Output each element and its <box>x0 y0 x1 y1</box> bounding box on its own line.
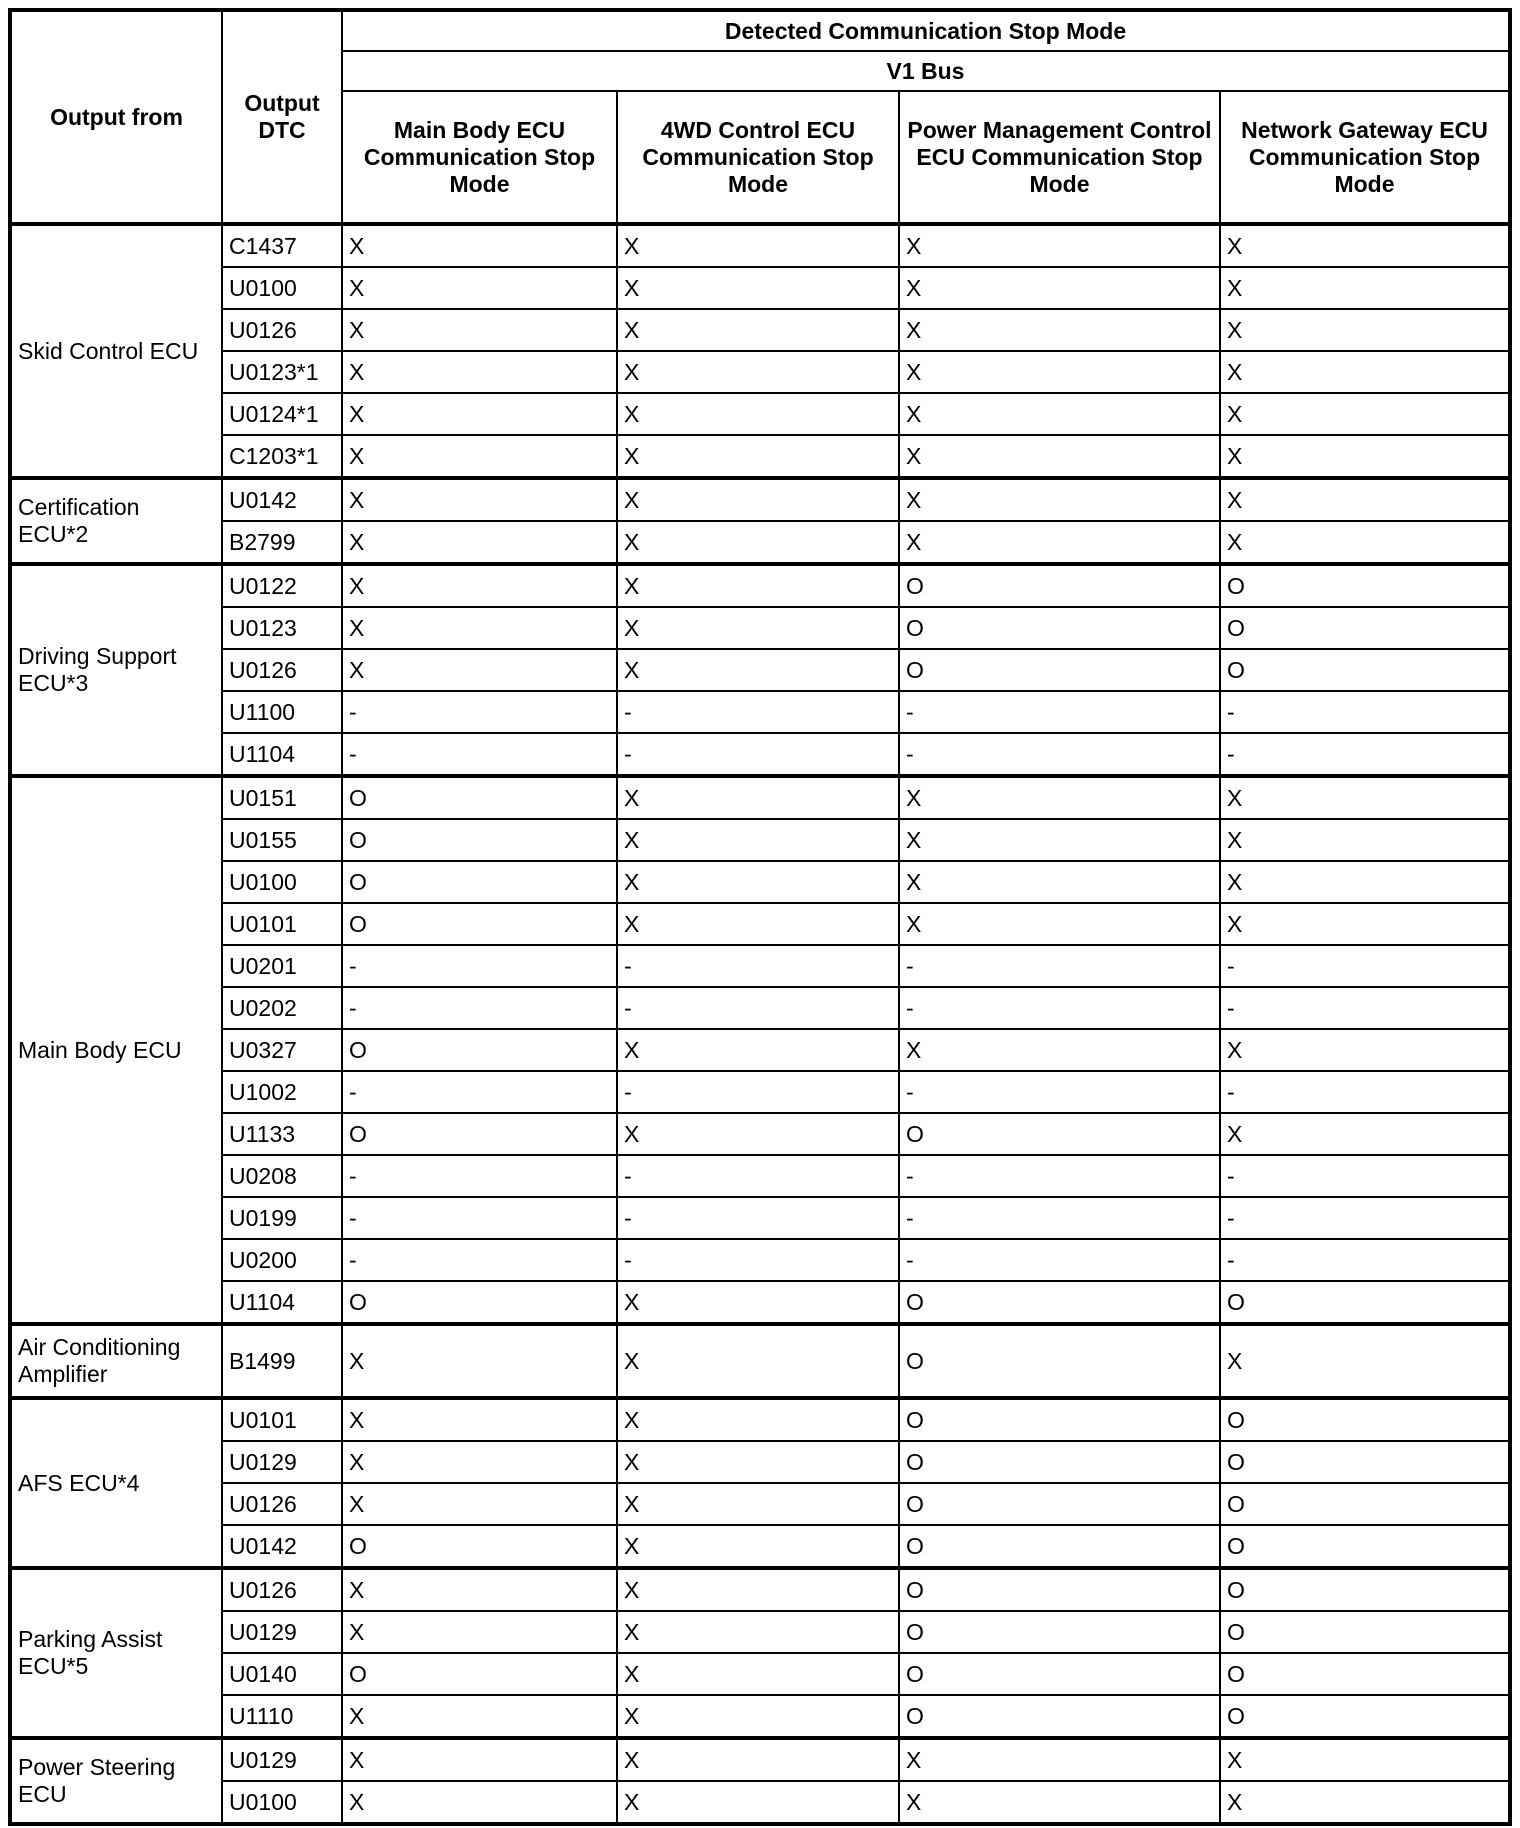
mode-cell: O <box>342 1653 617 1695</box>
mode-cell: - <box>617 1155 899 1197</box>
header-network-gateway-ecu: Network Gateway ECU Communication Stop Mode <box>1220 91 1510 224</box>
table-row <box>10 1525 1510 1568</box>
mode-cell: X <box>617 1568 899 1611</box>
mode-cell: X <box>617 776 899 819</box>
mode-cell: X <box>617 903 899 945</box>
mode-cell: X <box>617 1695 899 1738</box>
dtc-cell: U0201 <box>222 945 342 987</box>
mode-cell: X <box>342 1483 617 1525</box>
mode-cell: O <box>1220 1653 1510 1695</box>
mode-cell: O <box>1220 1525 1510 1568</box>
table-row <box>10 1483 1510 1525</box>
table-row <box>10 1071 1510 1113</box>
mode-cell: X <box>899 267 1220 309</box>
mode-cell: X <box>342 1441 617 1483</box>
output-from-cell: Skid Control ECU <box>10 224 222 478</box>
header-bus: V1 Bus <box>342 51 1510 91</box>
mode-cell: - <box>899 1071 1220 1113</box>
mode-cell: - <box>617 1197 899 1239</box>
dtc-cell: U1133 <box>222 1113 342 1155</box>
mode-cell: X <box>617 861 899 903</box>
mode-cell: X <box>1220 776 1510 819</box>
dtc-cell: U0208 <box>222 1155 342 1197</box>
mode-cell: O <box>1220 1483 1510 1525</box>
mode-cell: O <box>899 1611 1220 1653</box>
mode-cell: X <box>617 435 899 478</box>
dtc-cell: U0126 <box>222 309 342 351</box>
mode-cell: O <box>342 1113 617 1155</box>
table-row <box>10 691 1510 733</box>
mode-cell: X <box>617 1113 899 1155</box>
mode-cell: X <box>342 564 617 607</box>
table-row <box>10 861 1510 903</box>
mode-cell: O <box>899 1525 1220 1568</box>
mode-cell: O <box>899 1324 1220 1398</box>
mode-cell: X <box>342 1568 617 1611</box>
mode-cell: - <box>1220 733 1510 776</box>
dtc-cell: U0142 <box>222 478 342 521</box>
table-row <box>10 1239 1510 1281</box>
mode-cell: O <box>1220 1695 1510 1738</box>
dtc-cell: B1499 <box>222 1324 342 1398</box>
mode-cell: X <box>617 393 899 435</box>
mode-cell: - <box>899 945 1220 987</box>
dtc-communication-stop-table <box>8 8 1512 1826</box>
mode-cell: - <box>342 733 617 776</box>
mode-cell: X <box>1220 224 1510 267</box>
mode-cell: O <box>899 1653 1220 1695</box>
mode-cell: X <box>1220 435 1510 478</box>
table-row <box>10 903 1510 945</box>
mode-cell: - <box>342 1197 617 1239</box>
dtc-cell: U0140 <box>222 1653 342 1695</box>
mode-cell: - <box>1220 1155 1510 1197</box>
output-from-cell: Certification ECU*2 <box>10 478 222 564</box>
mode-cell: O <box>899 1113 1220 1155</box>
mode-cell: - <box>342 987 617 1029</box>
mode-cell: X <box>899 819 1220 861</box>
mode-cell: X <box>342 607 617 649</box>
mode-cell: O <box>342 1525 617 1568</box>
mode-cell: O <box>899 1398 1220 1441</box>
output-from-cell: Driving Support ECU*3 <box>10 564 222 776</box>
mode-cell: - <box>899 1155 1220 1197</box>
dtc-cell: U0126 <box>222 1568 342 1611</box>
header-detected-mode: Detected Communication Stop Mode <box>342 10 1510 51</box>
header-output-from: Output from <box>10 10 222 224</box>
mode-cell: X <box>342 351 617 393</box>
table-row <box>10 435 1510 478</box>
dtc-cell: U0126 <box>222 1483 342 1525</box>
mode-cell: X <box>899 309 1220 351</box>
mode-cell: X <box>617 224 899 267</box>
mode-cell: X <box>1220 861 1510 903</box>
table-row <box>10 1113 1510 1155</box>
mode-cell: X <box>899 1781 1220 1824</box>
mode-cell: X <box>1220 309 1510 351</box>
mode-cell: X <box>617 478 899 521</box>
table-row <box>10 309 1510 351</box>
mode-cell: X <box>1220 1029 1510 1071</box>
dtc-cell: U1002 <box>222 1071 342 1113</box>
mode-cell: X <box>617 1398 899 1441</box>
mode-cell: X <box>342 1695 617 1738</box>
mode-cell: - <box>342 1239 617 1281</box>
mode-cell: - <box>1220 691 1510 733</box>
output-from-cell: Air Conditioning Amplifier <box>10 1324 222 1398</box>
dtc-cell: U0129 <box>222 1441 342 1483</box>
mode-cell: O <box>899 564 1220 607</box>
mode-cell: X <box>1220 1324 1510 1398</box>
dtc-cell: U0101 <box>222 903 342 945</box>
dtc-cell: C1437 <box>222 224 342 267</box>
dtc-cell: U0142 <box>222 1525 342 1568</box>
mode-cell: - <box>899 733 1220 776</box>
dtc-cell: U1110 <box>222 1695 342 1738</box>
dtc-cell: U0129 <box>222 1738 342 1781</box>
mode-cell: X <box>617 1324 899 1398</box>
mode-cell: X <box>899 1738 1220 1781</box>
mode-cell: X <box>342 267 617 309</box>
mode-cell: O <box>899 1483 1220 1525</box>
table-row <box>10 1155 1510 1197</box>
table-row <box>10 224 1510 267</box>
table-row <box>10 1568 1510 1611</box>
mode-cell: X <box>342 1781 617 1824</box>
mode-cell: - <box>617 945 899 987</box>
mode-cell: X <box>899 521 1220 564</box>
dtc-cell: U1104 <box>222 1281 342 1324</box>
mode-cell: O <box>899 649 1220 691</box>
header-power-management-ecu: Power Management Control ECU Communication Stop Mode <box>899 91 1220 224</box>
table-row <box>10 649 1510 691</box>
dtc-cell: C1203*1 <box>222 435 342 478</box>
table-row <box>10 607 1510 649</box>
mode-cell: X <box>617 564 899 607</box>
mode-cell: X <box>617 649 899 691</box>
mode-cell: X <box>342 649 617 691</box>
mode-cell: X <box>1220 903 1510 945</box>
mode-cell: X <box>617 1611 899 1653</box>
mode-cell: X <box>1220 819 1510 861</box>
mode-cell: O <box>1220 607 1510 649</box>
mode-cell: O <box>1220 1441 1510 1483</box>
mode-cell: X <box>899 1029 1220 1071</box>
mode-cell: O <box>1220 1398 1510 1441</box>
dtc-cell: U1104 <box>222 733 342 776</box>
mode-cell: X <box>342 1324 617 1398</box>
mode-cell: - <box>342 691 617 733</box>
mode-cell: X <box>899 351 1220 393</box>
mode-cell: O <box>1220 564 1510 607</box>
table-row <box>10 1281 1510 1324</box>
mode-cell: - <box>342 945 617 987</box>
mode-cell: X <box>342 521 617 564</box>
dtc-cell: U1100 <box>222 691 342 733</box>
mode-cell: X <box>617 309 899 351</box>
mode-cell: X <box>1220 351 1510 393</box>
output-from-cell: AFS ECU*4 <box>10 1398 222 1568</box>
mode-cell: X <box>617 1653 899 1695</box>
header-4wd-control-ecu: 4WD Control ECU Communication Stop Mode <box>617 91 899 224</box>
dtc-cell: U0100 <box>222 1781 342 1824</box>
table-row <box>10 1611 1510 1653</box>
mode-cell: - <box>1220 1071 1510 1113</box>
table-row <box>10 819 1510 861</box>
dtc-cell: U0123*1 <box>222 351 342 393</box>
mode-cell: O <box>899 1568 1220 1611</box>
mode-cell: X <box>617 819 899 861</box>
dtc-cell: U0327 <box>222 1029 342 1071</box>
mode-cell: X <box>342 435 617 478</box>
dtc-cell: U0100 <box>222 861 342 903</box>
dtc-cell: U0155 <box>222 819 342 861</box>
table-row <box>10 1029 1510 1071</box>
table-row <box>10 564 1510 607</box>
output-from-cell: Power Steering ECU <box>10 1738 222 1824</box>
mode-cell: X <box>617 607 899 649</box>
mode-cell: X <box>1220 1781 1510 1824</box>
mode-cell: X <box>899 478 1220 521</box>
mode-cell: X <box>342 224 617 267</box>
mode-cell: X <box>617 1441 899 1483</box>
mode-cell: X <box>617 1281 899 1324</box>
mode-cell: - <box>899 1197 1220 1239</box>
table-row <box>10 1653 1510 1695</box>
mode-cell: - <box>899 1239 1220 1281</box>
mode-cell: O <box>1220 649 1510 691</box>
header-output-dtc: Output DTC <box>222 10 342 224</box>
mode-cell: - <box>899 691 1220 733</box>
mode-cell: - <box>617 733 899 776</box>
mode-cell: - <box>617 1239 899 1281</box>
mode-cell: O <box>342 1029 617 1071</box>
dtc-cell: U0126 <box>222 649 342 691</box>
table-row <box>10 267 1510 309</box>
mode-cell: X <box>1220 478 1510 521</box>
dtc-cell: U0122 <box>222 564 342 607</box>
mode-cell: O <box>342 861 617 903</box>
dtc-cell: U0100 <box>222 267 342 309</box>
output-from-cell: Parking Assist ECU*5 <box>10 1568 222 1738</box>
mode-cell: O <box>899 1441 1220 1483</box>
mode-cell: X <box>342 1398 617 1441</box>
mode-cell: - <box>617 987 899 1029</box>
dtc-cell: B2799 <box>222 521 342 564</box>
mode-cell: X <box>342 1738 617 1781</box>
mode-cell: X <box>342 478 617 521</box>
mode-cell: X <box>899 224 1220 267</box>
mode-cell: X <box>617 267 899 309</box>
dtc-cell: U0101 <box>222 1398 342 1441</box>
table-row <box>10 1441 1510 1483</box>
mode-cell: X <box>617 1029 899 1071</box>
mode-cell: X <box>617 1781 899 1824</box>
mode-cell: X <box>1220 1113 1510 1155</box>
mode-cell: O <box>342 776 617 819</box>
mode-cell: X <box>617 1483 899 1525</box>
mode-cell: - <box>899 987 1220 1029</box>
table-row <box>10 987 1510 1029</box>
dtc-cell: U0129 <box>222 1611 342 1653</box>
dtc-cell: U0200 <box>222 1239 342 1281</box>
table-body <box>10 224 1510 1824</box>
table-row <box>10 1781 1510 1824</box>
dtc-cell: U0123 <box>222 607 342 649</box>
mode-cell: X <box>1220 393 1510 435</box>
table-row <box>10 776 1510 819</box>
table-row <box>10 1398 1510 1441</box>
mode-cell: X <box>617 1738 899 1781</box>
dtc-cell: U0151 <box>222 776 342 819</box>
table-row <box>10 478 1510 521</box>
dtc-cell: U0202 <box>222 987 342 1029</box>
dtc-cell: U0199 <box>222 1197 342 1239</box>
mode-cell: - <box>1220 1239 1510 1281</box>
mode-cell: O <box>899 1281 1220 1324</box>
mode-cell: - <box>342 1071 617 1113</box>
mode-cell: - <box>1220 987 1510 1029</box>
mode-cell: X <box>617 521 899 564</box>
mode-cell: X <box>899 393 1220 435</box>
mode-cell: O <box>342 903 617 945</box>
table-row <box>10 733 1510 776</box>
mode-cell: X <box>1220 267 1510 309</box>
mode-cell: - <box>617 691 899 733</box>
mode-cell: O <box>1220 1611 1510 1653</box>
mode-cell: X <box>1220 1738 1510 1781</box>
mode-cell: X <box>1220 521 1510 564</box>
mode-cell: X <box>899 861 1220 903</box>
mode-cell: O <box>899 607 1220 649</box>
mode-cell: - <box>342 1155 617 1197</box>
mode-cell: - <box>1220 1197 1510 1239</box>
mode-cell: X <box>342 1611 617 1653</box>
output-from-cell: Main Body ECU <box>10 776 222 1324</box>
mode-cell: X <box>899 776 1220 819</box>
table-row <box>10 393 1510 435</box>
mode-cell: O <box>342 1281 617 1324</box>
table-row <box>10 1738 1510 1781</box>
table-row <box>10 351 1510 393</box>
mode-cell: - <box>1220 945 1510 987</box>
mode-cell: O <box>1220 1568 1510 1611</box>
mode-cell: X <box>617 351 899 393</box>
dtc-cell: U0124*1 <box>222 393 342 435</box>
mode-cell: O <box>342 819 617 861</box>
mode-cell: X <box>617 1525 899 1568</box>
table-row <box>10 1695 1510 1738</box>
mode-cell: X <box>899 435 1220 478</box>
mode-cell: X <box>342 393 617 435</box>
mode-cell: O <box>1220 1281 1510 1324</box>
table-row <box>10 945 1510 987</box>
table-row <box>10 1324 1510 1398</box>
mode-cell: O <box>899 1695 1220 1738</box>
table-row <box>10 1197 1510 1239</box>
mode-cell: - <box>617 1071 899 1113</box>
mode-cell: X <box>342 309 617 351</box>
table-row <box>10 521 1510 564</box>
header-main-body-ecu: Main Body ECU Communication Stop Mode <box>342 91 617 224</box>
mode-cell: X <box>899 903 1220 945</box>
